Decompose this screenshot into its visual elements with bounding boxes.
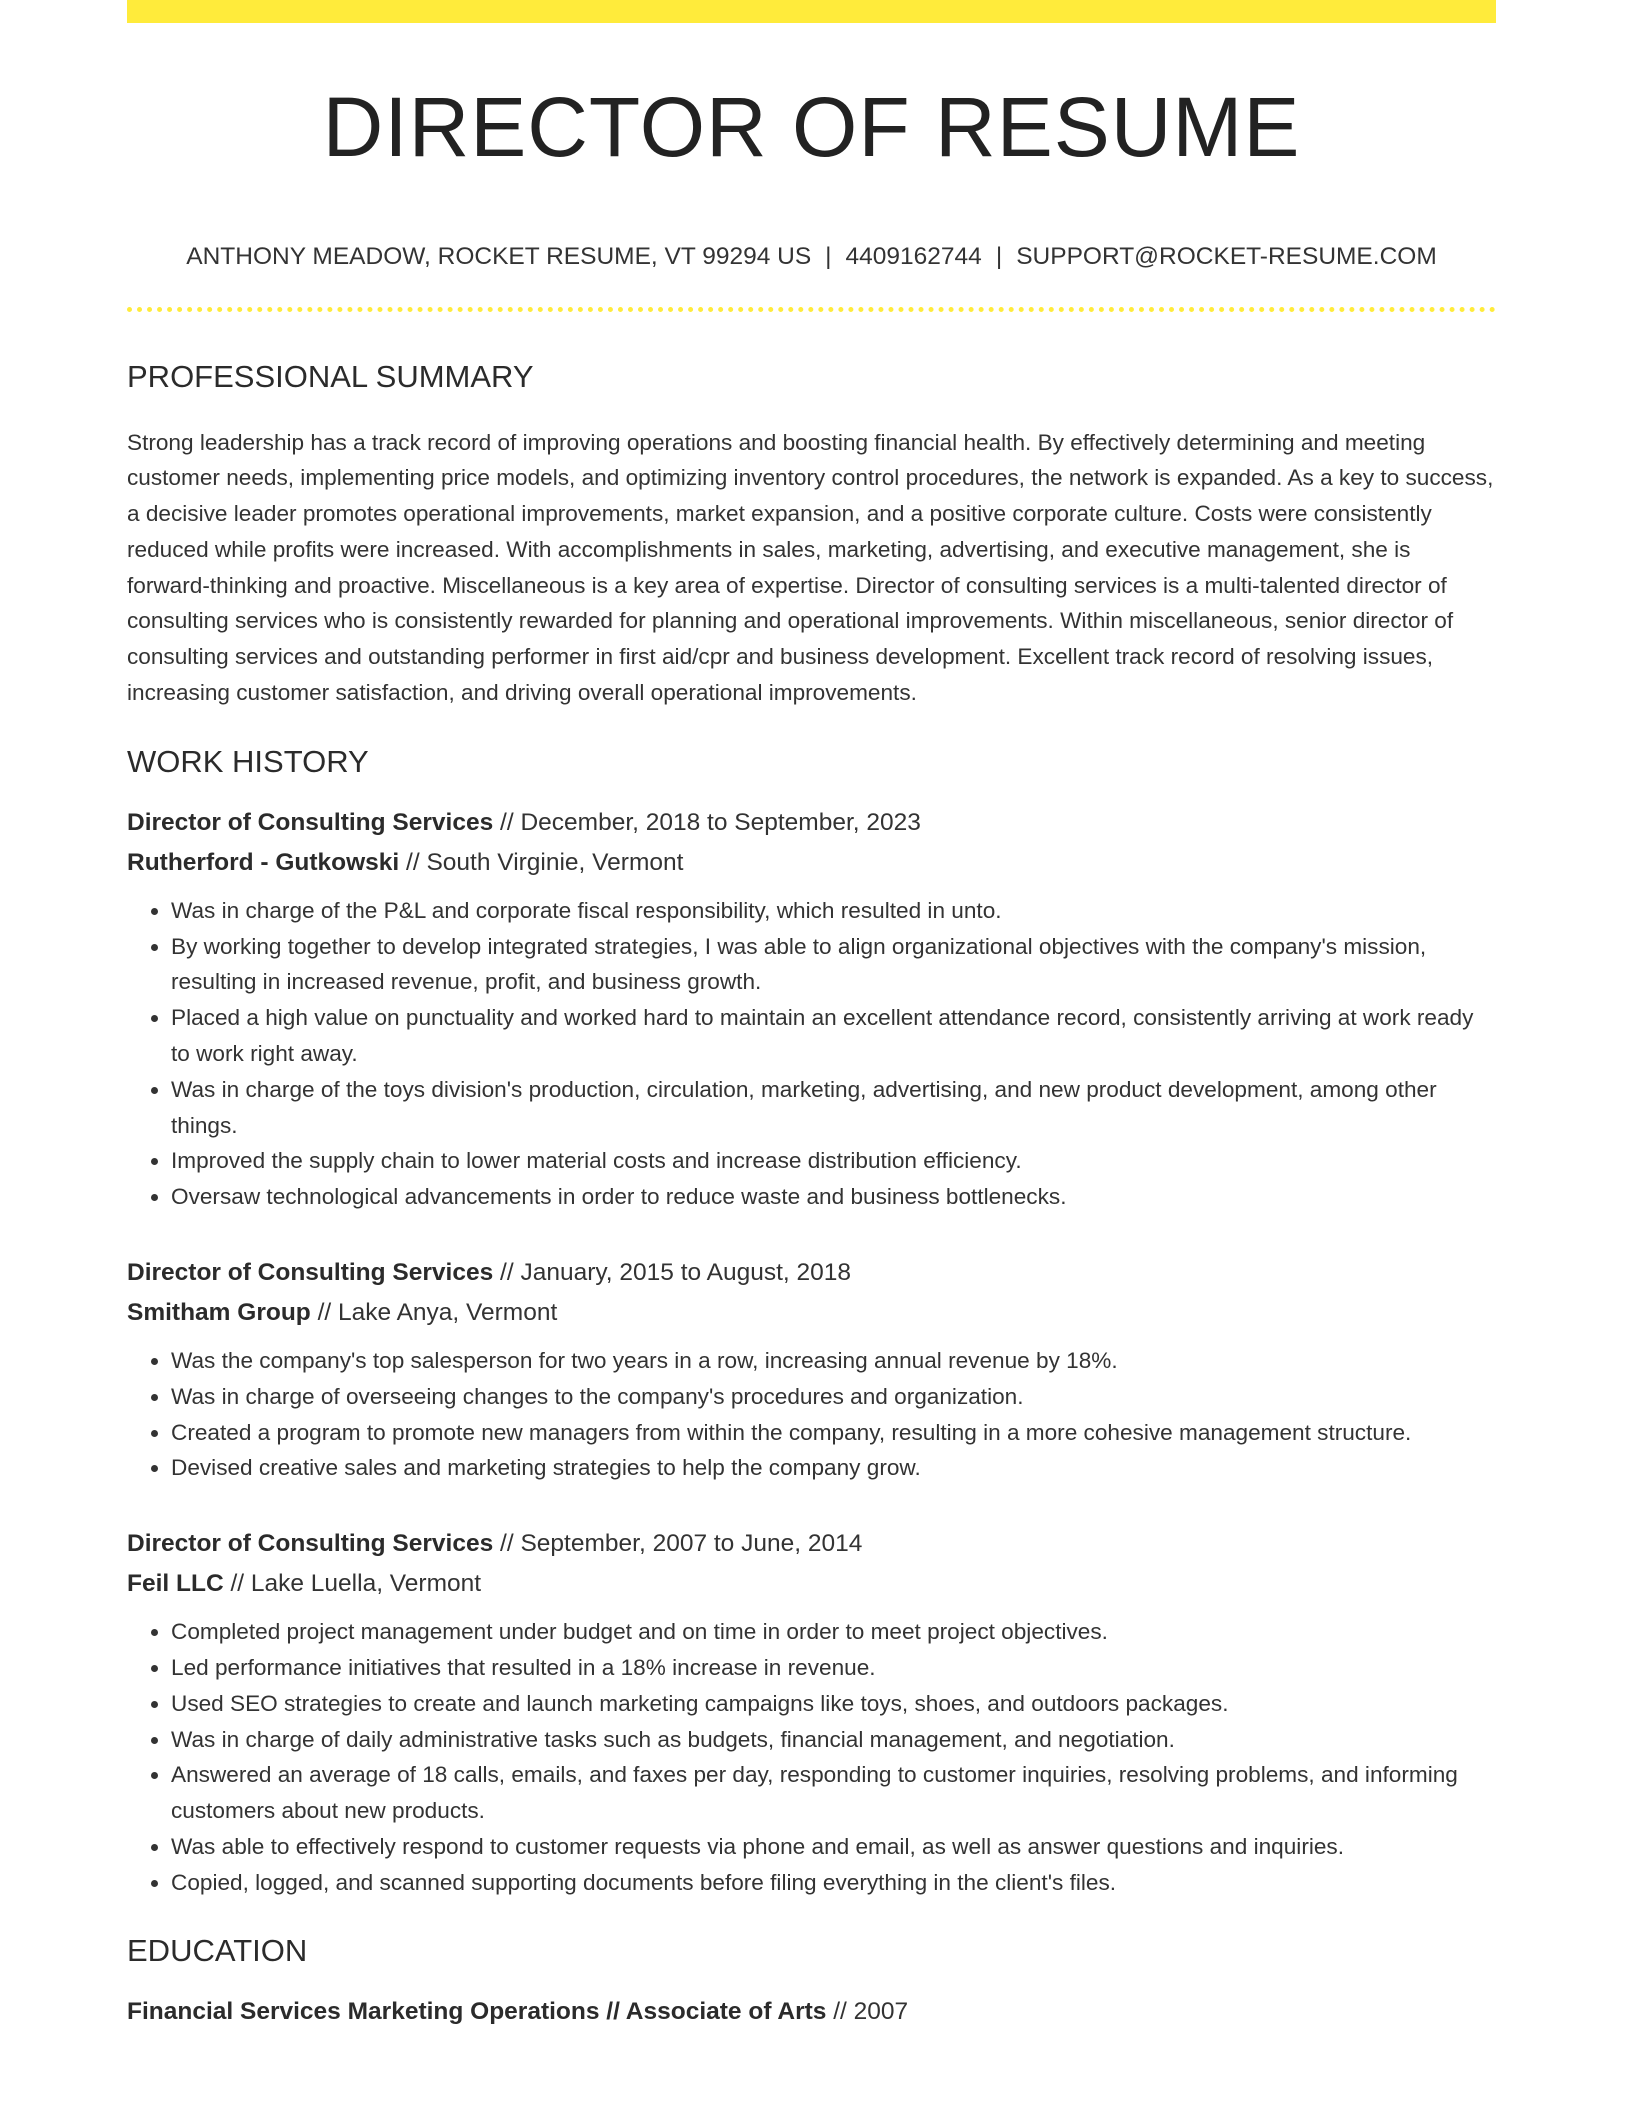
job-title-line [127, 803, 1496, 843]
bullet-item: • Was in charge of the toys division's production, circulation, marketing, advertising, and new product development, among other things. [171, 1072, 1496, 1144]
job-dates: // December, 2018 to September, 2023 [493, 808, 921, 836]
education-entry [127, 1992, 1496, 2032]
job-header [127, 1524, 1496, 1604]
bullet-item: • Created a program to promote new managers from within the company, resulting in a more cohesive management structure. [171, 1415, 1496, 1451]
bullet-item: • Was able to effectively respond to customer requests via phone and email, as well as answer questions and inquiries. [171, 1829, 1496, 1865]
job-location: // Lake Luella, Vermont [223, 1570, 482, 1598]
job-bullets [127, 1614, 1496, 1900]
job-title: Director of Consulting Services [127, 808, 494, 836]
summary-heading: PROFESSIONAL SUMMARY [127, 358, 534, 394]
bullet-item: • Led performance initiatives that resulted in a 18% increase in revenue. [171, 1650, 1496, 1686]
job-title-line [127, 1524, 1496, 1564]
resume-page [127, 0, 1496, 2032]
work-history-list [127, 803, 1496, 1901]
job-company-line [127, 1564, 1496, 1604]
contact-line [127, 245, 1496, 270]
job-dates: // January, 2015 to August, 2018 [493, 1259, 852, 1287]
job-header [127, 1253, 1496, 1333]
job-company: Smitham Group [127, 1299, 311, 1327]
bullet-item: • Devised creative sales and marketing strategies to help the company grow. [171, 1450, 1496, 1486]
job-entry [127, 803, 1496, 1215]
dotted-divider [127, 307, 1496, 312]
contact-address: ANTHONY MEADOW, ROCKET RESUME, VT 99294 US [186, 243, 812, 270]
bullet-item: • By working together to develop integrated strategies, I was able to align organizational objectives with the company's mission, resulting in increased revenue, profit, and business growth. [171, 929, 1496, 1001]
job-bullets [127, 1343, 1496, 1486]
job-location: // Lake Anya, Vermont [310, 1299, 558, 1327]
bullet-item: • Placed a high value on punctuality and worked hard to maintain an excellent attendance record, consistently arriving at work ready to work right away. [171, 1000, 1496, 1072]
job-title: Director of Consulting Services [127, 1259, 494, 1287]
job-location: // South Virginie, Vermont [399, 848, 684, 876]
bullet-item: • Oversaw technological advancements in order to reduce waste and business bottlenecks. [171, 1179, 1496, 1215]
job-company-line [127, 843, 1496, 883]
job-bullets [127, 893, 1496, 1215]
job-dates: // September, 2007 to June, 2014 [493, 1530, 863, 1558]
contact-email: SUPPORT@ROCKET-RESUME.COM [1016, 243, 1437, 270]
job-header [127, 803, 1496, 883]
job-company: Feil LLC [127, 1570, 224, 1598]
contact-separator: | [995, 243, 1003, 270]
bullet-item: • Was in charge of daily administrative tasks such as budgets, financial management, and negotiation. [171, 1722, 1496, 1758]
job-title: Director of Consulting Services [127, 1530, 494, 1558]
education-list [127, 1992, 1496, 2032]
bullet-item: • Completed project management under budget and on time in order to meet project objectives. [171, 1614, 1496, 1650]
top-accent-bar [127, 0, 1496, 23]
bullet-item: • Was the company's top salesperson for two years in a row, increasing annual revenue by 18%. [171, 1343, 1496, 1379]
summary-text: Strong leadership has a track record of improving operations and boosting financial health. By effectively determining and meeting customer needs, implementing price models, and optimizing inventory control procedures, the network is expanded. As a key to success, a decisive leader promotes operational improvements, market expansion, and a positive corporate culture. Costs were consistently reduced while profits were increased. With accomplishments in sales, marketing, advertising, and executive management, she is forward-thinking and proactive. Miscellaneous is a key area of expertise. Director of consulting services is a multi-talented director of consulting services who is consistently rewarded for planning and operational improvements. Within miscellaneous, senior director of consulting services and outstanding performer in first aid/cpr and business development. Excellent track record of resolving issues, increasing customer satisfaction, and driving overall operational improvements. [127, 429, 1494, 706]
education-heading: EDUCATION [127, 1932, 308, 1968]
job-entry [127, 1524, 1496, 1900]
job-title-line [127, 1253, 1496, 1293]
education-degree: Financial Services Marketing Operations // Associate of Arts [127, 1997, 827, 2025]
contact-separator: | [825, 243, 832, 270]
work-history-heading: WORK HISTORY [127, 743, 369, 779]
page-title: DIRECTOR OF RESUME [322, 80, 1301, 174]
bullet-item: • Was in charge of the P&L and corporate fiscal responsibility, which resulted in unto. [171, 893, 1496, 929]
bullet-item: • Copied, logged, and scanned supporting documents before filing everything in the client's files. [171, 1865, 1496, 1901]
bullet-item: • Answered an average of 18 calls, emails, and faxes per day, responding to customer inquiries, resolving problems, and informing customers about new products. [171, 1757, 1496, 1829]
bullet-item: • Improved the supply chain to lower material costs and increase distribution efficiency. [171, 1143, 1496, 1179]
bullet-item: • Was in charge of overseeing changes to the company's procedures and organization. [171, 1379, 1496, 1415]
job-company: Rutherford - Gutkowski [127, 848, 400, 876]
job-company-line [127, 1293, 1496, 1333]
job-entry [127, 1253, 1496, 1486]
contact-phone: 4409162744 [845, 243, 982, 270]
education-year: // 2007 [826, 1997, 909, 2025]
bullet-item: • Used SEO strategies to create and launch marketing campaigns like toys, shoes, and outdoors packages. [171, 1686, 1496, 1722]
